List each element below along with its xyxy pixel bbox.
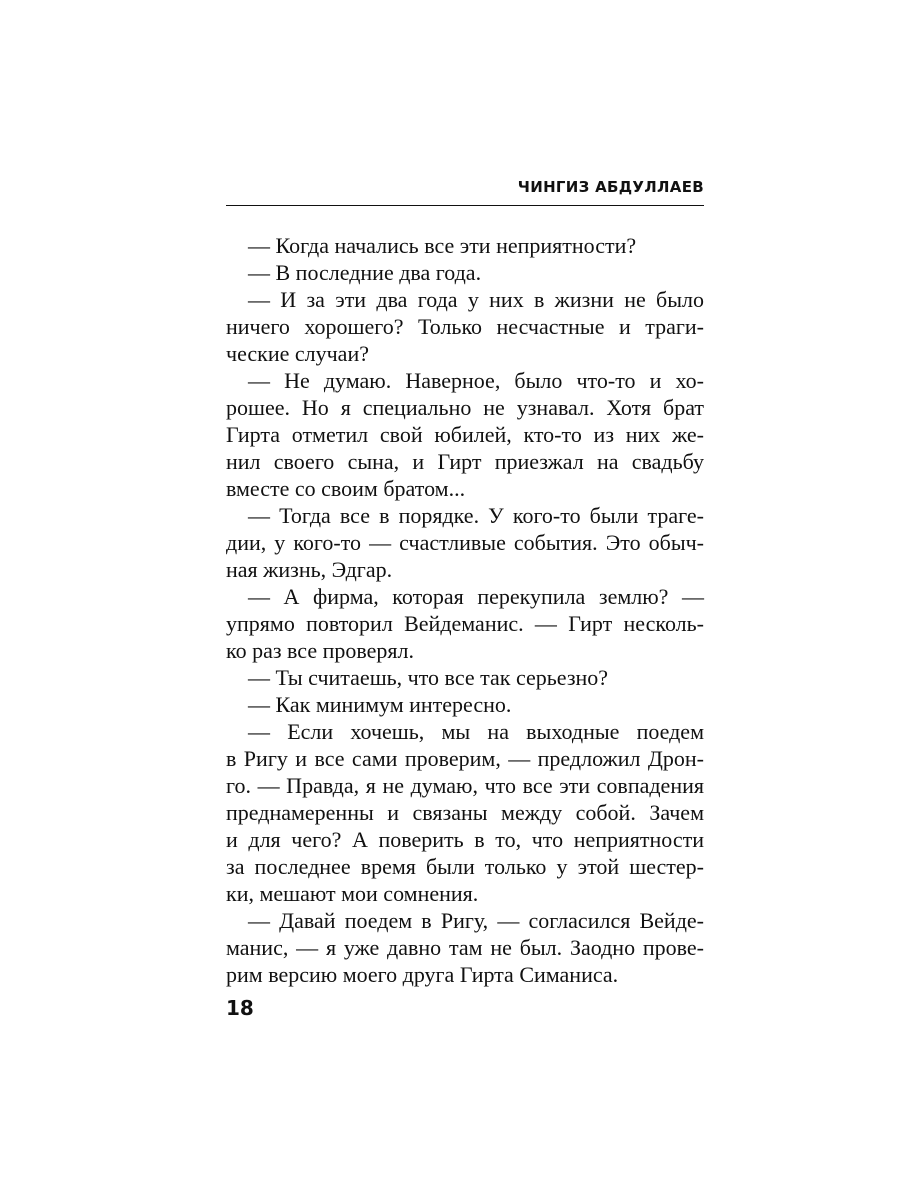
text-line: — А фирма, которая перекупила землю? — [248,584,704,609]
text-line: ничего хорошего? Только несчастные и траги- [226,314,704,339]
text-line: го. — Правда, я не думаю, что все эти совпадения [226,773,704,798]
text-line: — В последние два года. [248,260,482,285]
text-line: рим версию моего друга Гирта Симаниса. [226,962,619,987]
text-line: — Давай поедем в Ригу, — согласился Вейде- [248,908,704,933]
text-line: — Если хочешь, мы на выходные поедем [248,719,704,744]
body-text [226,232,704,988]
text-line: ки, мешают мои сомнения. [226,881,479,906]
text-line: — Ты считаешь, что все так серьезно? [248,665,609,690]
text-line: рошее. Но я специально не узнавал. Хотя брат [226,395,704,420]
text-line: — Тогда все в порядке. У кого-то были траге- [248,503,704,528]
text-line: дии, у кого-то — счастливые события. Это обыч- [226,530,704,555]
text-line: ческие случаи? [226,341,369,366]
text-line: в Ригу и все сами проверим, — предложил Дрон- [226,746,704,771]
running-head-author: ЧИНГИЗ АБДУЛЛАЕВ [517,178,704,196]
text-line: манис, — я уже давно там не был. Заодно прове- [226,935,704,960]
text-line: — Когда начались все эти неприятности? [248,233,637,258]
text-line: за последнее время были только у этой шестер- [226,854,704,879]
header-rule [226,205,704,206]
text-line: ная жизнь, Эдгар. [226,557,393,582]
text-line: — И за эти два года у них в жизни не было [248,287,704,312]
page-number: 18 [226,996,254,1020]
text-line: — Не думаю. Наверное, было что-то и хо- [248,368,704,393]
text-line: упрямо повторил Вейдеманис. — Гирт несколь- [226,611,704,636]
text-line: и для чего? А поверить в то, что неприятности [226,827,704,852]
text-line: нил своего сына, и Гирт приезжал на свадьбу [226,449,704,474]
text-line: вместе со своим братом... [226,476,466,501]
text-line: ко раз все проверял. [226,638,414,663]
text-line: — Как минимум интересно. [248,692,512,717]
text-line: преднамеренны и связаны между собой. Зачем [226,800,704,825]
text-line: Гирта отметил свой юбилей, кто-то из них же- [226,422,704,447]
